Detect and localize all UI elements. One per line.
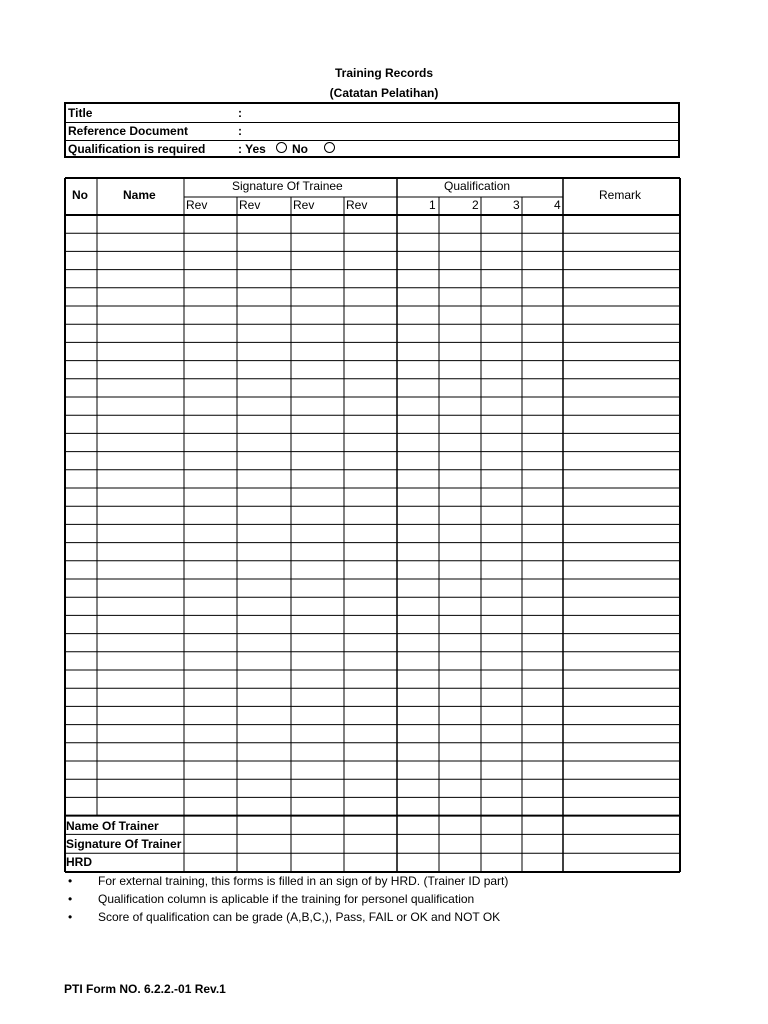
hrd-label: HRD: [66, 855, 92, 869]
notes-list: [64, 874, 704, 928]
reference-field-label: Reference Document: [68, 124, 189, 138]
note-item: [64, 892, 704, 910]
col-no-header: No: [72, 188, 88, 202]
qual-number-header: 4: [554, 198, 561, 212]
note-text: For external training, this forms is filled in an sign of by HRD. (Trainer ID part): [98, 874, 509, 888]
trainer-name-label: Name Of Trainer: [66, 819, 159, 833]
qualification-field-label: Qualification is required: [68, 142, 206, 156]
note-text: Score of qualification can be grade (A,B,C,), Pass, FAIL or OK and NOT OK: [98, 910, 501, 924]
col-name-header: Name: [123, 188, 156, 202]
col-remark-header: Remark: [599, 188, 642, 202]
page-title: Training Records: [334, 66, 434, 80]
qual-number-header: 2: [472, 198, 479, 212]
title-field-label: Title: [68, 106, 93, 120]
bullet-icon: •: [68, 910, 73, 924]
rev-header: Rev: [293, 198, 315, 212]
rev-header: Rev: [239, 198, 261, 212]
qualification-yes-label: : Yes: [238, 142, 266, 156]
page-subtitle: (Catatan Pelatihan): [329, 86, 439, 100]
title-field-colon: :: [238, 106, 242, 120]
rev-header: Rev: [346, 198, 368, 212]
form-number: PTI Form NO. 6.2.2.-01 Rev.1: [64, 982, 226, 996]
reference-field-colon: :: [238, 124, 242, 138]
qual-number-header: 1: [429, 198, 436, 212]
trainer-signature-label: Signature Of Trainer: [66, 837, 182, 851]
note-item: [64, 910, 704, 928]
note-item: [64, 874, 704, 892]
qual-number-header: 3: [513, 198, 520, 212]
bullet-icon: •: [68, 892, 73, 906]
bullet-icon: •: [68, 874, 73, 888]
qualification-no-label: No: [292, 142, 308, 156]
rev-header: Rev: [186, 198, 208, 212]
note-text: Qualification column is aplicable if the training for personel qualification: [98, 892, 475, 906]
col-qualification-header: Qualification: [444, 179, 511, 193]
col-signature-header: Signature Of Trainee: [232, 179, 343, 193]
